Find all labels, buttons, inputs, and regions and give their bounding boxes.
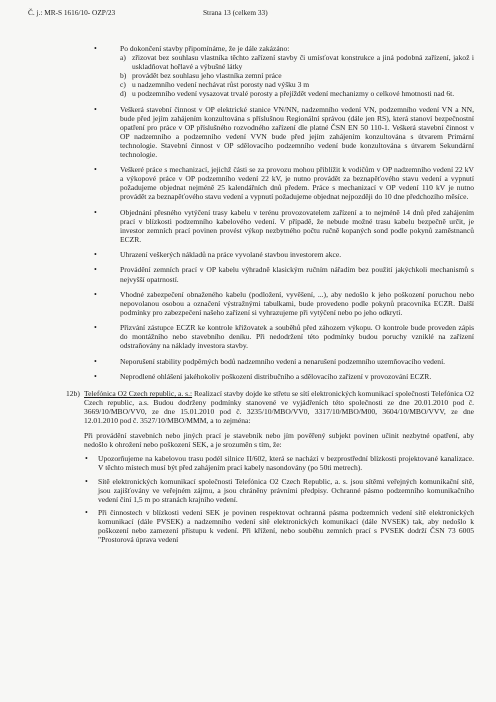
prohibitions-list	[120, 53, 474, 98]
list-item: • Objednání přesného vytýčení trasy kabelu v terénu provozovatelem zařízení a to nejméně 14 dnů před zahájením prací v blízkosti podzemního kabelového vedení. V případě, že nebude možné trasu kabelu bezpečně určit, je investor zemních prací povinen provést výkop nezbytného počtu ručně kopaných sond podle pokynů zaměstnanců ECZR.	[28, 208, 474, 244]
list-item: • Sítě elektronických komunikací společnosti Telefónica O2 Czech Republic, a. s. jsou sítěmi veřejných komunikační sítě, jsou zajišťovány ve veřejném zájmu, a jsou chráněny právními předpisy. Ochranné pásmo podzemního komunikačního vedení činí 1,5 m po stranách krajního vedení.	[28, 477, 474, 504]
sub-item: c) u nadzemního vedení nechávat růst porosty nad výšku 3 m	[120, 80, 310, 90]
section-12b	[28, 389, 474, 425]
page-header	[28, 8, 468, 20]
list-item: • Po dokončení stavby připomínáme, že je dále zakázáno: a) zřizovat bez souhlasu vlastníka těchto zařízení stavby či umísťovat konstrukce a jiná podobná zařízení, jakož i uskladňovat hořlavé a výbušné látky b) provádět bez souhlasu jeho vlastníka zemní práce c) u nadzemního vedení nechávat růst porosty nad výšku 3 m d) u podzemního vedení vysazovat trvalé porosty a přejíždět vedení mechanizmy o celkové hmotnosti nad 6t.	[28, 44, 474, 98]
list-item: • Při činnostech v blízkosti vedení SEK je povinen respektovat ochranná pásma podzemních vedení sítě elektronických komunikací (dále PVSEK) a nadzemního vedení sítě elektronických komunikací (dále NVSEK) tak, aby nedošlo k poškození nebo zamezení přístupu k vedení. Při křížení, nebo souběhu zemních prací s PVSEK dodrží ČSN 73 6005 "Prostorová úprava vedení	[28, 508, 474, 544]
list-item: • Upozorňujeme na kabelovou trasu podél silnice II/602, která se nachází v bezprostřední blízkosti projektované kanalizace. V těchto místech musí být před zahájením prací kabely nasondovány (po 50ti metrech).	[28, 454, 474, 472]
section-text: Realizací stavby dojde ke střetu se sítí elektronických komunikací společnosti Telefónica O2 Czech republic, a.s. Budou dodrženy podmínky stanovené ve vyjádřeních této společnosti ze dne 20.01.2010 pod č. 3669/10/MBO/VV0, ze dne 15.01.2010 pod č. 3235/10/MBO/VV0, 3317/10/MBO/M00, 3604/10/MBO/VVV, ze dne 12.01.2010 pod č. 3527/10/MBO/MMM, a to zejména:	[84, 389, 474, 426]
list-item: • Veškerá stavební činnost v OP elektrické stanice VN/NN, nadzemního vedení VN, podzemního vedení VN a NN, bude před jejím zahájením konzultována s příslušnou Regionální správou (dále jen RS), která stanoví bezpečnostní opatření pro práce v OP příslušného rozvodného zařízení dle platné ČSN EN 50 110-1. Veškerá stavební činnost v OP nadzemního a podzemního vedení VVN bude před jejím zahájením konzultována s útvarem Primární technologie. Stavební činnost v OP sdělovacího podzemního vedení bude konzultována s útvarem Sekundární technologie.	[28, 105, 474, 159]
sub-item: b) provádět bez souhlasu jeho vlastníka zemní práce	[120, 71, 282, 81]
company-name: Telefónica O2 Czech republic, a. s.:	[84, 389, 193, 399]
list-item: • Provádění zemních prací v OP kabelu výhradně klasickým ručním nářadím bez použití jakýchkoli mechanismů s nejvyšší opatrností.	[28, 265, 474, 283]
list-item: • Přizvání zástupce ECZR ke kontrole křižovatek a souběhů před záhozem výkopu. O kontrole bude proveden zápis do montážního nebo stavebního deníku. Při nedodržení této podmínky budou poruchy vzniklé na zařízení odstraňovány na náklady investora stavby.	[28, 323, 474, 350]
list-item: • Uhrazení veškerých nákladů na práce vyvolané stavbou investorem akce.	[28, 250, 474, 259]
sub-item: a) zřizovat bez souhlasu vlastníka těchto zařízení stavby či umísťovat konstrukce a jiná podobná zařízení, jakož i uskladňovat hořlavé a výbušné látky	[120, 53, 474, 72]
page-number: Strana 13 (celkem 33)	[203, 8, 268, 17]
sub-item: d) u podzemního vedení vysazovat trvalé porosty a přejíždět vedení mechanizmy o celkové hmotnosti nad 6t.	[120, 89, 455, 99]
conditions-list	[28, 44, 474, 381]
list-item: • Neporušení stability podpěrných bodů nadzemního vedení a nenarušení podzemního uzemňovacího vedení.	[28, 357, 474, 366]
document-reference: Č. j.: MR-S 1616/10- OZP/23	[28, 8, 116, 17]
list-item: • Neprodlené ohlášení jakéhokoliv poškození distribučního a sdělovacího zařízení v provozování ECZR.	[28, 372, 474, 381]
telefonica-conditions-list	[28, 454, 474, 543]
paragraph: Při provádění stavebních nebo jiných prací je stavebník nebo jím pověřený subjekt povinen učinit nezbytné opatření, aby nedošlo k ohrožení nebo poškození SEK, a je srozuměn s tím, že:	[84, 431, 474, 450]
document-body	[28, 44, 474, 548]
list-item: • Veškeré práce s mechanizací, jejichž části se za provozu mohou přiblížit k vodičům v OP nadzemního vedení 22 kV a výkopové práce v OP podzemního vedení 22 kV, je nutno provádět za beznapěťového stavu vedení a vypnutí požadujeme objednat nejméně 25 kalendářních dnů předem. Práce s mechanizací v OP vedení 110 kV je nutno provádět za beznapěťového stavu vedení a vypnutí požadujeme objednat nejpozději do 10 dne předchozího měsíce.	[28, 165, 474, 201]
section-number: 12b)	[66, 389, 80, 399]
list-item: • Vhodné zabezpečení obnaženého kabelu (podložení, vyvěšení, ...), aby nedošlo k jeho poškození poruchou nebo nepovolanou osobou a označení výstražnými tabulkami, bude provedeno podle pokynů pracovníka ECZR. Další podmínky pro zabezpečení našeho zařízení si vyhrazujeme při vytýčení nebo po jeho odkrytí.	[28, 290, 474, 317]
